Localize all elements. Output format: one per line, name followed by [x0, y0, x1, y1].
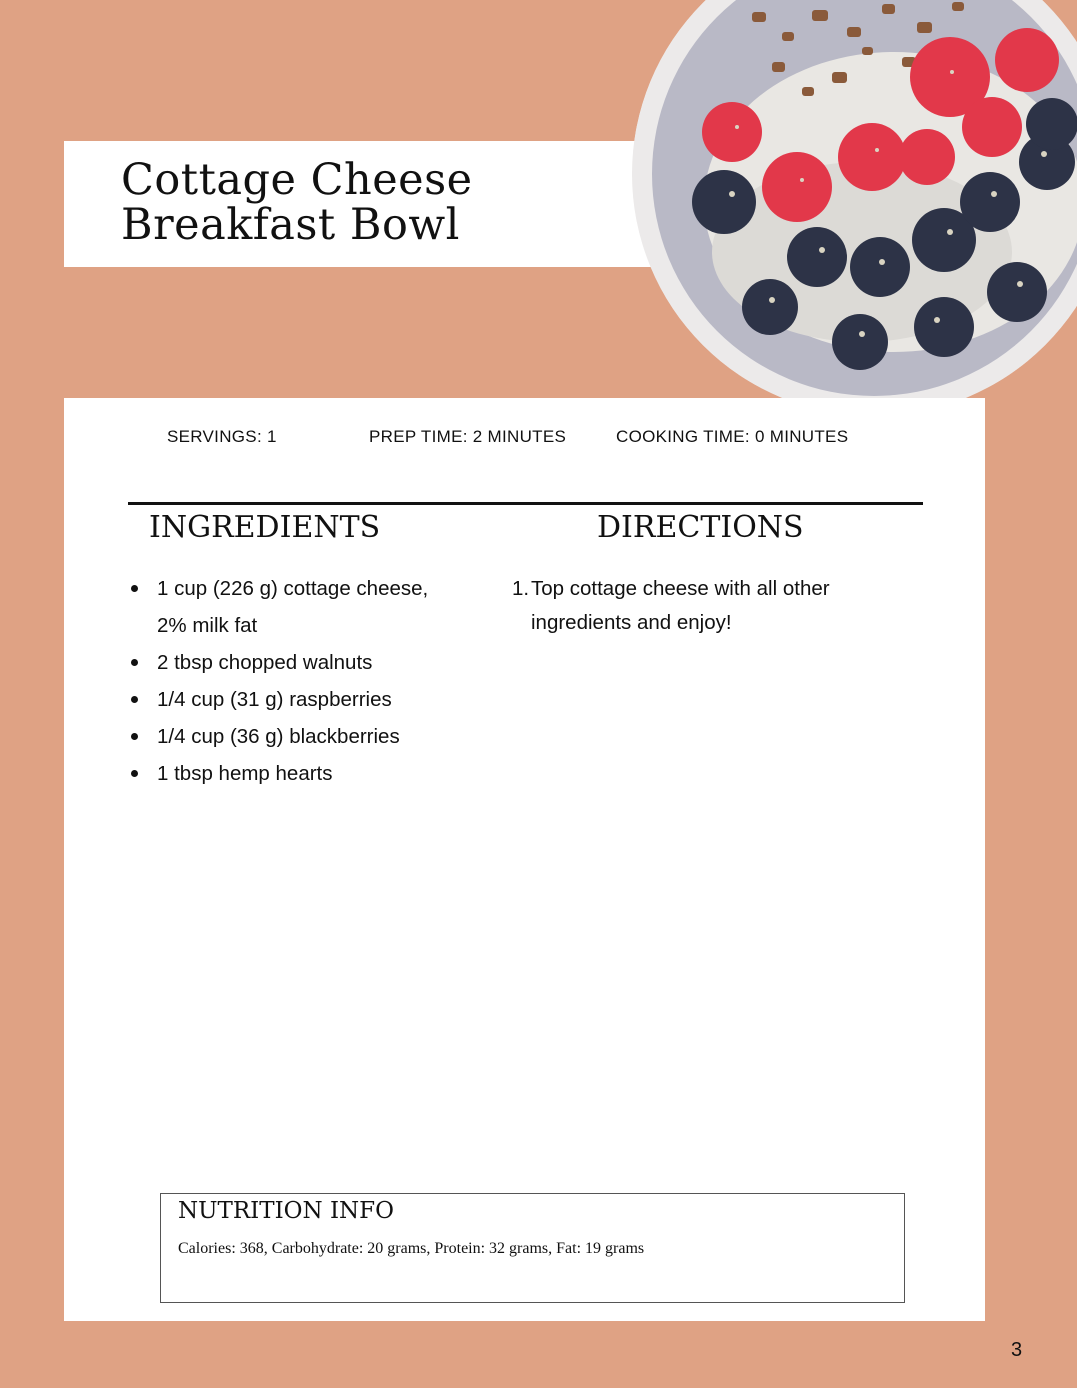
list-item: [130, 570, 460, 644]
ingredients-heading: INGREDIENTS: [149, 510, 381, 545]
ingredients-list: [130, 570, 460, 792]
step-number: 1.: [512, 577, 530, 600]
bullet-icon: [131, 659, 138, 666]
direction-step: Top cottage cheese with all other ingredients and enjoy!: [531, 577, 830, 634]
directions-heading: DIRECTIONS: [597, 510, 804, 545]
bullet-icon: [131, 696, 138, 703]
bullet-icon: [131, 770, 138, 777]
ingredient-text: 1 cup (226 g) cottage cheese, 2% milk fat: [157, 577, 429, 637]
list-item: [130, 718, 460, 755]
prep-time: PREP TIME: 2 MINUTES: [369, 427, 567, 446]
list-item: [130, 681, 460, 718]
food-photo: [632, 0, 1077, 416]
nutrition-box: [160, 1193, 905, 1303]
ingredient-text: 1/4 cup (36 g) blackberries: [157, 725, 400, 748]
nutrition-text: Calories: 368, Carbohydrate: 20 grams, Protein: 32 grams, Fat: 19 grams: [178, 1240, 645, 1257]
ingredient-text: 1 tbsp hemp hearts: [157, 762, 333, 785]
cooking-time: COOKING TIME: 0 MINUTES: [616, 427, 849, 446]
directions-list: [508, 572, 888, 640]
bullet-icon: [131, 585, 138, 592]
bullet-icon: [131, 733, 138, 740]
section-divider: [128, 502, 923, 505]
ingredient-text: 2 tbsp chopped walnuts: [157, 651, 373, 674]
list-item: [130, 755, 460, 792]
recipe-title: [121, 155, 473, 250]
servings: SERVINGS: 1: [167, 427, 277, 446]
recipe-title-line-1: Cottage Cheese: [121, 155, 473, 205]
recipe-title-line-2: Breakfast Bowl: [121, 200, 460, 250]
nutrition-heading: NUTRITION INFO: [178, 1198, 394, 1224]
page-number: 3: [1011, 1339, 1023, 1361]
list-item: [130, 644, 460, 681]
ingredient-text: 1/4 cup (31 g) raspberries: [157, 688, 392, 711]
